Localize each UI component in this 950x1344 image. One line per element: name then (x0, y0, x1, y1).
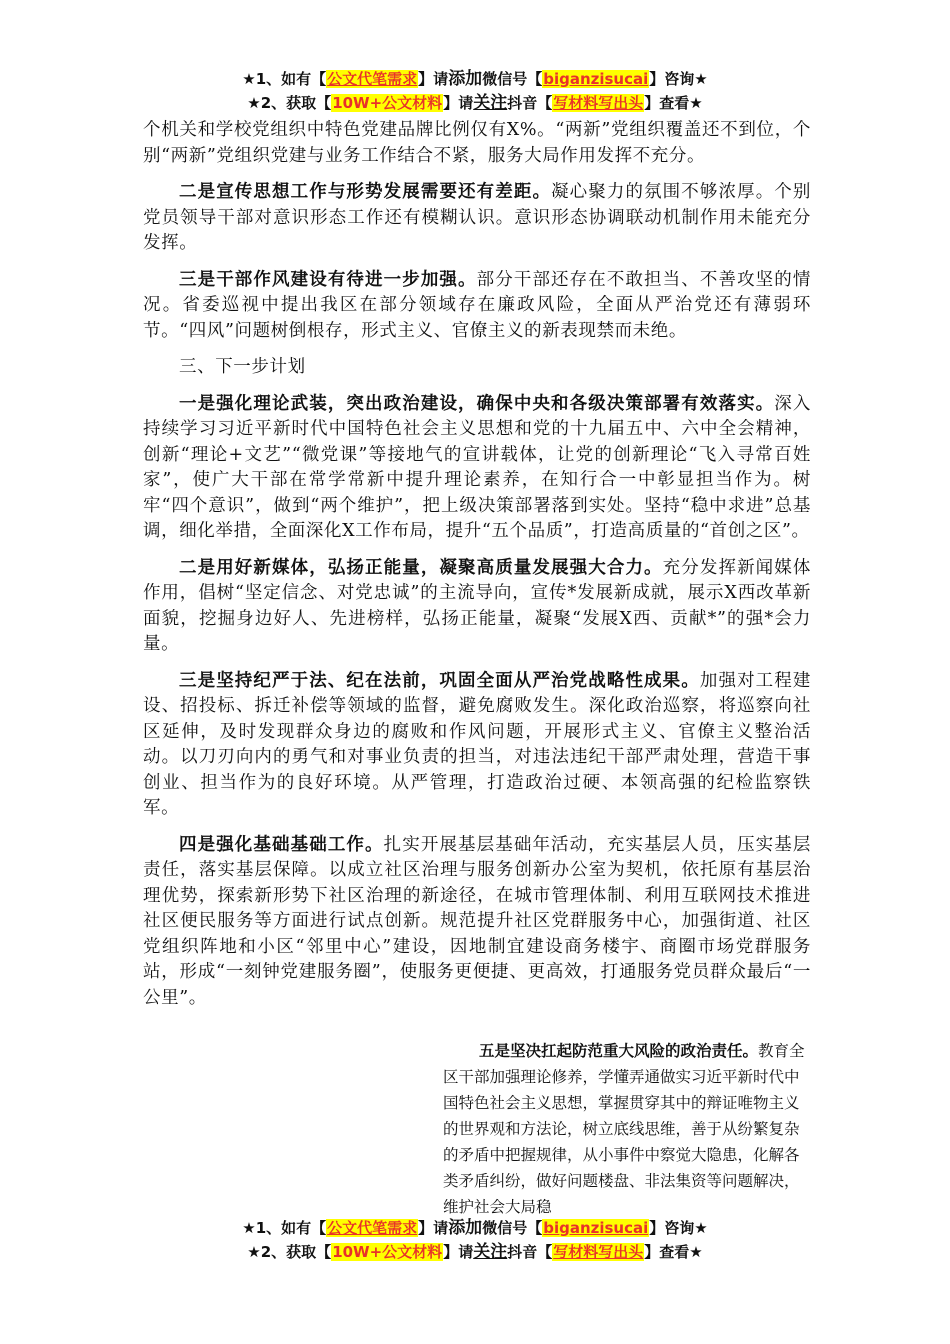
banner-emphasis: 添加 (448, 69, 483, 89)
banner-text: ★2、获取【 (247, 94, 332, 112)
banner-text: 】请 (418, 70, 449, 88)
paragraph-text: 扎实开展基层基础年活动，充实基层人员，压实基层责任，落实基层保障。以成立社区治理与服务创新办公室为契机，依托原有基层治理优势，探索新形势下社区治理的新途径，在城市管理体制、利用互联网技术推进社区便民服务等方面进行试点创新。规范提升社区党群服务中心，加强街道、社区党组织阵地和小区“邻里中心”建设，因地制宜建设商务楼宇、商圈市场党群服务站，形成“一刻钟党建服务圈”，使服务更便捷、更高效，打通服务党员群众最后“一公里”。 (143, 834, 811, 1008)
banner-text: 微信号【 (482, 1219, 543, 1237)
banner-text: 】请 (443, 1243, 474, 1261)
wechat-id-highlight: biganzisucai (543, 70, 649, 88)
paragraph-lead: 三是干部作风建设有待进一步加强。 (179, 269, 477, 290)
banner-emphasis: 关注 (473, 93, 508, 113)
materials-highlight: 10W+公文材料 (332, 94, 443, 112)
banner-text: 】查看★ (644, 1243, 703, 1261)
paragraph-text: 加强对工程建设、招投标、拆迁补偿等领域的监督，避免腐败发生。深化政治巡察，将巡察向社区延伸，及时发现群众身边的腐败和作风问题，开展形式主义、官僚主义整治活动。以刀刃向内的勇气和对事业负责的担当，对违法违纪干部严肃处理，营造干事创业、担当作为的良好环境。从严管理，打造政治过硬、本领高强的纪检监察铁军。 (143, 670, 811, 818)
paragraph-text: 深入持续学习习近平新时代中国特色社会主义思想和党的十九届五中、六中全会精神，创新“理论+文艺”“微党课”等接地气的宣讲载体，让党的创新理论“飞入寻常百姓家”，使广大干部在常学常新中提升理论素养，在知行合一中彰显担当作为。树牢“四个意识”，做到“两个维护”，把上级决策部署落到实处。坚持“稳中求进”总基调，细化举措，全面深化X工作布局，提升“五个品质”，打造高质量的“首创之区”。 (143, 393, 811, 541)
paragraph-text: 个机关和学校党组织中特色党建品牌比例仅有X%。“两新”党组织覆盖还不到位，个别“两新”党组织党建与业务工作结合不紧，服务大局作用发挥不充分。 (143, 120, 811, 166)
materials-highlight: 10W+公文材料 (332, 1243, 443, 1261)
document-body (143, 118, 811, 1022)
banner-text: 】请 (443, 94, 474, 112)
paragraph (143, 180, 811, 257)
douyin-id-highlight: 写材料写出头 (553, 1243, 644, 1261)
paragraph-lead: 二是宣传思想工作与形势发展需要还有差距。 (179, 182, 552, 202)
paragraph-text: 凝心聚力的氛围不够浓厚。个别党员领导干部对意识形态工作还有模糊认识。意识形态协调联动机制作用未能充分发挥。 (143, 182, 811, 253)
banner-text: 抖音【 (507, 94, 553, 112)
banner-line-2 (0, 1240, 950, 1264)
paragraph (143, 556, 811, 658)
service-highlight: 公文代笔需求 (327, 1219, 418, 1237)
banner-text: ★1、如有【 (242, 1219, 327, 1237)
paragraph (143, 669, 811, 822)
paragraph-text: 教育全区干部加强理论修养，学懂弄通做实习近平新时代中国特色社会主义思想，掌握贯穿其中的辩证唯物主义的世界观和方法论，树立底线思维，善于从纷繁复杂的矛盾中把握规律，从小事件中察觉大隐患，化解各类矛盾纠纷，做好问题楼盘、非法集资等问题解决，维护社会大局稳 (443, 1042, 805, 1216)
banner-emphasis: 添加 (448, 1218, 483, 1238)
narrow-paragraph-block (443, 1038, 811, 1220)
bottom-banner (0, 1216, 950, 1264)
banner-text: 微信号【 (482, 70, 543, 88)
banner-line-1 (0, 1216, 950, 1240)
banner-line-1 (0, 67, 950, 91)
paragraph (143, 392, 811, 545)
paragraph-lead: 四是强化基础基础工作。 (179, 834, 384, 855)
banner-text: 抖音【 (507, 1243, 553, 1261)
paragraph (143, 833, 811, 1012)
banner-emphasis: 关注 (473, 1242, 508, 1262)
paragraph (443, 1038, 811, 1220)
paragraph-text: 充分发挥新闻媒体作用，倡树“坚定信念、对党忠诚”的主流导向，宣传*发展新成就，展示X西改革新面貌，挖掘身边好人、先进榜样，弘扬正能量，凝聚“发展X西、贡献*”的强*会力量。 (143, 557, 811, 654)
wechat-id-highlight: biganzisucai (543, 1219, 649, 1237)
paragraph-lead: 二是用好新媒体，弘扬正能量，凝聚高质量发展强大合力。 (179, 557, 663, 578)
section-heading-text: 三、下一步计划 (179, 357, 306, 377)
paragraph (143, 118, 811, 169)
paragraph-lead: 五是坚决扛起防范重大风险的政治责任。 (479, 1042, 759, 1060)
banner-text: 】查看★ (644, 94, 703, 112)
banner-text: ★1、如有【 (242, 70, 327, 88)
paragraph-lead: 三是坚持纪严于法、纪在法前，巩固全面从严治党战略性成果。 (179, 670, 700, 691)
banner-text: 】咨询★ (649, 70, 708, 88)
section-heading (143, 355, 811, 381)
banner-text: 】咨询★ (649, 1219, 708, 1237)
service-highlight: 公文代笔需求 (327, 70, 418, 88)
paragraph-lead: 一是强化理论武装，突出政治建设，确保中央和各级决策部署有效落实。 (179, 393, 775, 414)
top-banner (0, 67, 950, 115)
banner-text: ★2、获取【 (247, 1243, 332, 1261)
banner-text: 】请 (418, 1219, 449, 1237)
paragraph (143, 268, 811, 345)
douyin-id-highlight: 写材料写出头 (553, 94, 644, 112)
banner-line-2 (0, 91, 950, 115)
paragraph-text: 部分干部还存在不敢担当、不善攻坚的情况。省委巡视中提出我区在部分领域存在廉政风险，全面从严治党还有薄弱环节。“四风”问题树倒根存，形式主义、官僚主义的新表现禁而未绝。 (143, 269, 811, 341)
